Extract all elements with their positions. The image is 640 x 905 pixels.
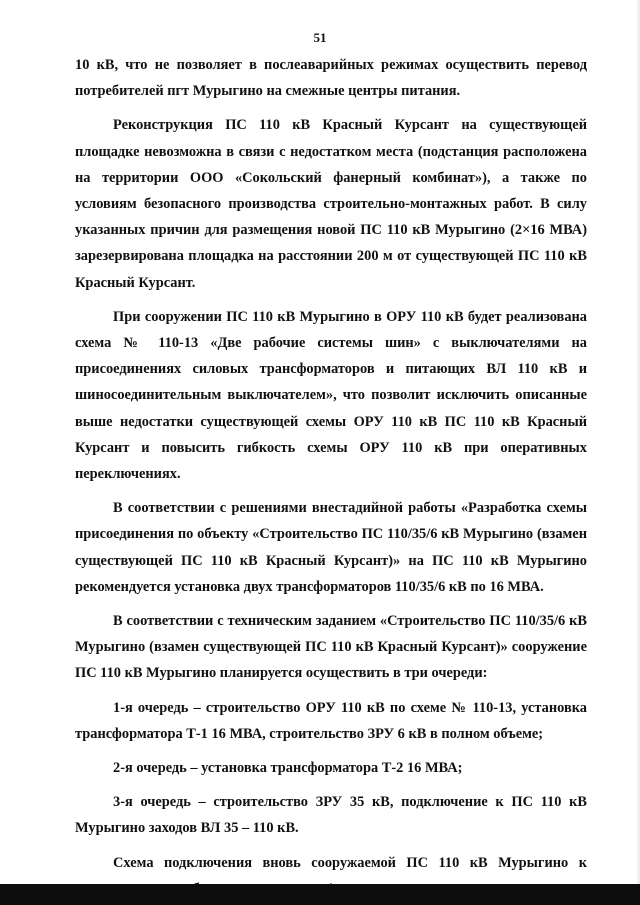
paragraph-technical-task: В соответствии с техническим заданием «Строительство ПС 110/35/6 кВ Мурыгино (взамен существующей ПС 110 кВ Красный Курсант)» сооружение ПС 110 кВ Мурыгино планируется осуществить в три очереди: <box>75 613 587 682</box>
paragraph-reconstruction: Реконструкция ПС 110 кВ Красный Курсант на существующей площадке невозможна в связи с недостатком места (подстанция расположена на территории ООО «Сокольский фанерный комбинат»), а также по условиям безопасного производства строительно-монтажных работ. В силу указанных причин для размещения новой ПС 110 кВ Мурыгино (2×16 МВА) зарезервирована площадка на расстоянии 200 м от существующей ПС 110 кВ Красный Курсант. <box>75 117 587 291</box>
paragraph-stage-2: 2-я очередь – установка трансформатора Т-2 16 МВА; <box>113 760 463 777</box>
scan-edge <box>636 0 640 884</box>
document-body <box>75 52 587 902</box>
page-number: 51 <box>313 30 327 45</box>
paragraph-continuation: 10 кВ, что не позволяет в послеаварийных режимах осуществить перевод потребителей пгт Мурыгино на смежные центры питания. <box>75 57 587 100</box>
paragraph-stage-3: 3-я очередь – строительство ЗРУ 35 кВ, подключение к ПС 110 кВ Мурыгино заходов ВЛ 35 – 110 кВ. <box>75 794 587 837</box>
paragraph-transformers: В соответствии с решениями внестадийной работы «Разработка схемы присоединения по объекту «Строительство ПС 110/35/6 кВ Мурыгино (взамен существующей ПС 110 кВ Красный Курсант)» на ПС 110 кВ Мурыгино рекомендуется установка двух трансформаторов 110/35/6 кВ по 16 МВА. <box>75 500 587 595</box>
paragraph-connection-scheme: Схема подключения вновь сооружаемой ПС 110 кВ Мурыгино к <box>113 854 587 871</box>
paragraph-oru-scheme: При сооружении ПС 110 кВ Мурыгино в ОРУ 110 кВ будет реализована схема № 110-13 «Две рабочие системы шин» с выключателями на присоединениях силовых трансформаторов и питающих ВЛ 110 кВ и шиносоединительным выключателем», что позволит исключить описанные выше недостатки существующей схемы ОРУ 110 кВ ПС 110 кВ Красный Курсант и повысить гибкость схемы ОРУ 110 кВ при оперативных переключениях. <box>75 308 587 483</box>
paragraph-stage-1: 1-я очередь – строительство ОРУ 110 кВ по схеме № 110-13, установка трансформатора Т-1 16 МВА, строительство ЗРУ 6 кВ в полном объеме; <box>75 699 587 742</box>
scan-bottom-bar <box>0 884 640 905</box>
